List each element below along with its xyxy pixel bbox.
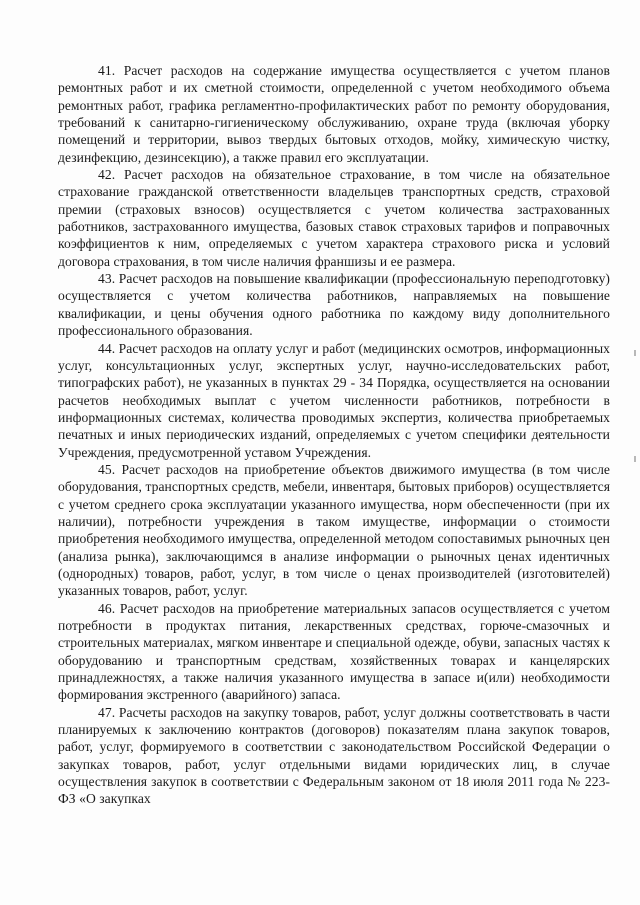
scan-margin-mark <box>634 350 636 356</box>
paragraph-47: 47. Расчеты расходов на закупку товаров, работ, услуг должны соответствовать в части планируемых к заключению контрактов (договоров) показателям плана закупок товаров, работ, услуг, формируемого в соответствии с законодательством Российской Федерации о закупках товаров, работ, услуг отдельными видами юридических лиц, в случае осуществления закупок в соответствии с Федеральным законом от 18 июля 2011 года № 223-ФЗ «О закупках <box>58 704 610 807</box>
paragraph-45: 45. Расчет расходов на приобретение объектов движимого имущества (в том числе оборудования, транспортных средств, мебели, инвентаря, бытовых приборов) осуществляется с учетом среднего срока эксплуатации указанного имущества, норм обеспеченности (при их наличии), потребности учреждения в таком имуществе, информации о стоимости приобретения необходимого имущества, определенной методом сопоставимых рыночных цен (анализа рынка), заключающимся в анализе информации о рыночных ценах идентичных (однородных) товаров, работ, услуг, в том числе о ценах производителей (изготовителей) указанных товаров, работ, услуг. <box>58 461 610 599</box>
paragraph-44: 44. Расчет расходов на оплату услуг и работ (медицинских осмотров, информационных услуг, консультационных услуг, экспертных услуг, научно-исследовательских работ, типографских работ), не указанных в пунктах 29 - 34 Порядка, осуществляется на основании расчетов необходимых выплат с учетом численности работников, потребности в информационных системах, количества проводимых экспертиз, количества приобретаемых печатных и иных периодических изданий, определяемых с учетом специфики деятельности Учреждения, предусмотренной уставом Учреждения. <box>58 340 610 460</box>
paragraph-46: 46. Расчет расходов на приобретение материальных запасов осуществляется с учетом потребности в продуктах питания, лекарственных средствах, горюче-смазочных и строительных материалах, мягком инвентаре и специальной одежде, обуви, запасных частях к оборудованию и транспортным средствам, хозяйственных товарах и канцелярских принадлежностях, а также наличия указанного имущества в запасе и(или) необходимости формирования экстренного (аварийного) запаса. <box>58 600 610 703</box>
document-body <box>58 62 610 808</box>
paragraph-43: 43. Расчет расходов на повышение квалификации (профессиональную переподготовку) осуществляется с учетом количества работников, направляемых на повышение квалификации, и цены обучения одного работника по каждому виду дополнительного профессионального образования. <box>58 271 610 339</box>
scan-margin-mark <box>634 456 636 462</box>
paragraph-41: 41. Расчет расходов на содержание имущества осуществляется с учетом планов ремонтных работ и их сметной стоимости, определенной с учетом необходимого объема ремонтных работ, графика регламентно-профилактических работ по ремонту оборудования, требований к санитарно-гигиеническому обслуживанию, охране труда (включая уборку помещений и территории, вывоз твердых бытовых отходов, мойку, химическую чистку, дезинфекцию, дезинсекцию), а также правил его эксплуатации. <box>58 63 610 165</box>
paragraph-42: 42. Расчет расходов на обязательное страхование, в том числе на обязательное страхование гражданской ответственности владельцев транспортных средств, страховой премии (страховых взносов) осуществляется с учетом количества застрахованных работников, застрахованного имущества, базовых ставок страховых тарифов и поправочных коэффициентов к ним, определяемых с учетом характера страхового риска и условий договора страхования, в том числе наличия франшизы и ее размера. <box>58 167 610 269</box>
